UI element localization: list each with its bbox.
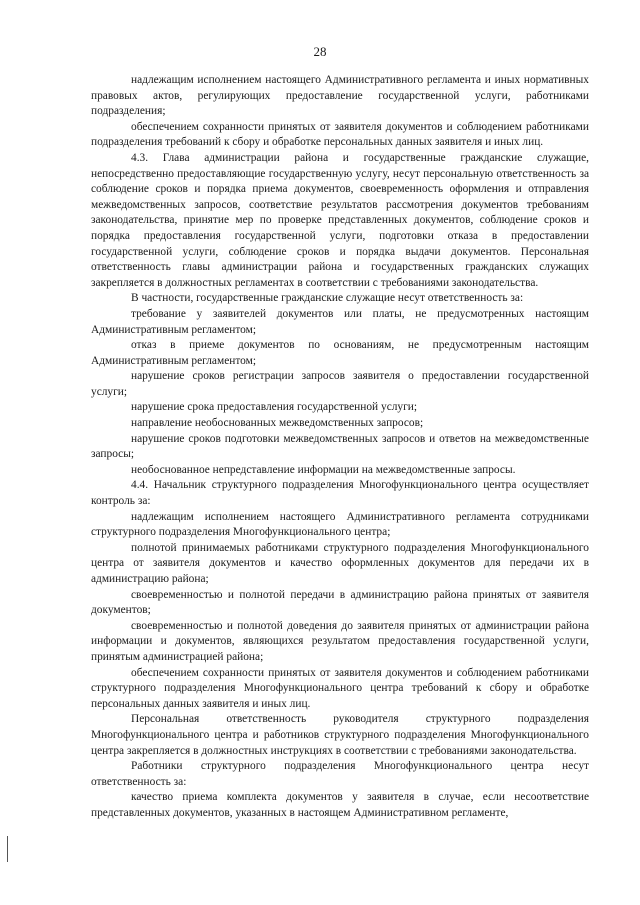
paragraph: обеспечением сохранности принятых от заявителя документов и соблюдением работниками структурного подразделения Многофункционального центра требований к сбору и обработке персональных данных заявителя и иных лиц. (91, 666, 589, 710)
paragraph: нарушение сроков подготовки межведомственных запросов и ответов на межведомственные запросы; (91, 432, 589, 461)
paragraph: нарушение срока предоставления государственной услуги; (131, 401, 418, 414)
paragraph: В частности, государственные гражданские служащие несут ответственность за: (131, 292, 524, 305)
paragraph: качество приема комплекта документов у заявителя в случае, если несоответствие представленных документов, указанных в настоящем Административном регламенте, (91, 791, 589, 819)
paragraph: 4.4. Начальник структурного подразделения Многофункционального центра осуществляет контроль за: (91, 479, 589, 508)
paragraph: необоснованное непредставление информации на межведомственные запросы. (131, 463, 516, 476)
paragraph: нарушение сроков регистрации запросов заявителя о предоставлении государственной услуги; (91, 370, 589, 398)
paragraph: Работники структурного подразделения Многофункционального центра несут ответственность за: (91, 760, 589, 788)
paragraph: 4.3. Глава администрации района и государственные гражданские служащие, непосредственно предоставляющие государственную услугу, несут персональную ответственность за соблюдение сроков и порядка приема документов, своевременность оформления и отправления межведомственных запросов, соответствие результатов рассмотрения документов требованиям законодательства, принятие мер по проверке представленных документов, соблюдение сроков и порядка предоставления государственной услуги, подготовки отказа в предоставлении государственной услуги, соблюдение сроков и порядка выдачи документов. Персональная ответственность главы администрации района и государственных гражданских служащих закрепляется в должностных регламентах в соответствии с требованиями законодательства. (91, 151, 589, 289)
paragraph: направление необоснованных межведомственных запросов; (131, 417, 424, 430)
paragraph: своевременностью и полнотой доведения до заявителя принятых от администрации района информации и документов, являющихся результатом предоставления государственной услуги, принятым администрацией района; (91, 619, 589, 663)
document-body (91, 73, 589, 822)
paragraph: отказ в приеме документов по основаниям, не предусмотренным настоящим Административным регламентом; (91, 339, 589, 367)
paragraph: обеспечением сохранности принятых от заявителя документов и соблюдением работниками подразделения требований к сбору и обработке персональных данных заявителя и иных лиц. (91, 120, 589, 149)
paragraph: надлежащим исполнением настоящего Административного регламента и иных нормативных правовых актов, регулирующих предоставление государственной услуги, работниками подразделения; (91, 74, 589, 118)
scan-margin-mark (7, 836, 8, 862)
paragraph: требование у заявителей документов или платы, не предусмотренных настоящим Административным регламентом; (91, 307, 589, 336)
paragraph: Персональная ответственность руководителя структурного подразделения Многофункционального центра и работников структурного подразделения Многофункционального центра закрепляется в должностных инструкциях в соответствии с требованиями законодательства. (91, 713, 589, 757)
paragraph: своевременностью и полнотой передачи в администрацию района принятых от заявителя документов; (91, 588, 589, 617)
page-number: 28 (313, 44, 327, 59)
paragraph: надлежащим исполнением настоящего Административного регламента сотрудниками структурного подразделения Многофункционального центра; (91, 510, 589, 539)
paragraph: полнотой принимаемых работниками структурного подразделения Многофункционального центра от заявителя документов и качество оформленных документов для передачи их в администрацию района; (91, 541, 589, 585)
